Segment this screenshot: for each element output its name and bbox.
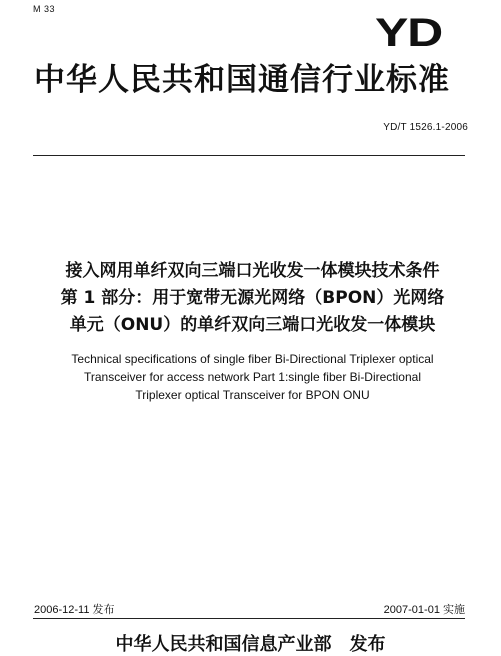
- document-title-zh-line-3: 单元（ONU）的单纤双向三端口光收发一体模块: [69, 315, 436, 335]
- classification-code: M 33: [33, 4, 56, 14]
- document-title-en-line-2: Transceiver for access network Part 1:single fiber Bi-Directional: [83, 370, 421, 384]
- bottom-divider: [33, 618, 465, 619]
- standard-number: YD/T 1526.1-2006: [383, 122, 468, 133]
- yd-logo: YD: [375, 11, 442, 55]
- document-title-en-line-3: Triplexer optical Transceiver for BPON ONU: [135, 388, 370, 402]
- document-title-en-line-1: Technical specifications of single fiber Bi-Directional Triplexer optical: [71, 352, 434, 366]
- implementation-date: 2007-01-01 实施: [383, 604, 465, 616]
- standard-category-title: 中华人民共和国通信行业标准: [34, 62, 450, 98]
- top-divider: [33, 155, 465, 156]
- document-title-zh-line-1: 接入网用单纤双向三端口光收发一体模块技术条件: [65, 261, 440, 281]
- issue-date: 2006-12-11 发布: [34, 604, 115, 616]
- document-title-zh-line-2: 第 1 部分：用于宽带无源光网络（BPON）光网络: [60, 288, 445, 308]
- issuing-authority: 中华人民共和国信息产业部 发布: [115, 634, 386, 655]
